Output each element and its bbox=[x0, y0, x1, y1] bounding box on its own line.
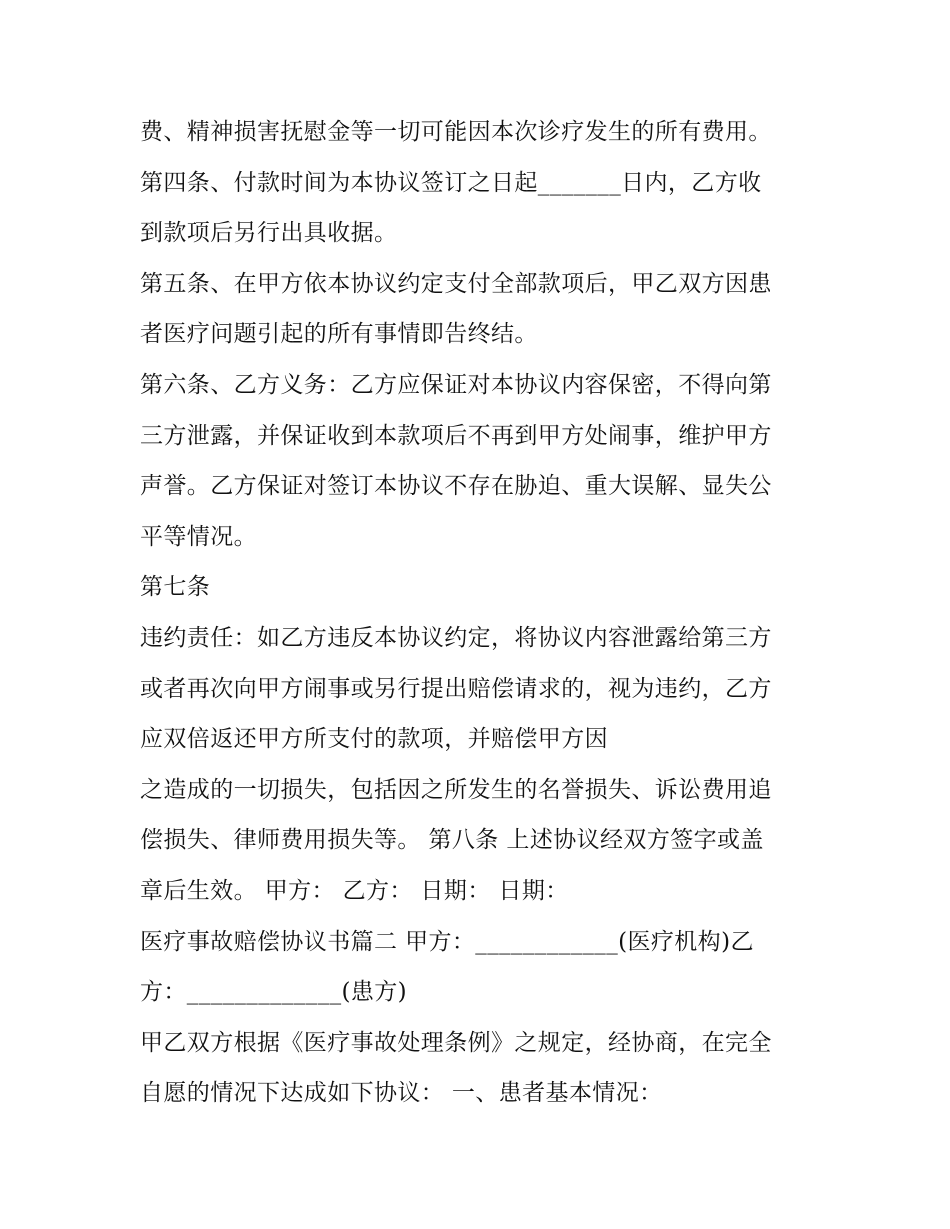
text-line: 方：_____________(患方) bbox=[140, 979, 408, 1006]
section-heading: 医疗事故赔偿协议书篇二 甲方：____________(医疗机构)乙 bbox=[140, 928, 754, 955]
text-line: 第六条、乙方义务：乙方应保证对本协议内容保密，不得向第 bbox=[140, 371, 772, 398]
text-line: 者医疗问题引起的所有事情即告终结。 bbox=[140, 321, 538, 348]
agreement-text bbox=[140, 107, 820, 1119]
text-line: 偿损失、律师费用损失等。 第八条 上述协议经双方签字或盖 bbox=[140, 827, 764, 854]
text-line: 甲乙双方根据《医疗事故处理条例》之规定，经协商，在完全 bbox=[140, 1029, 772, 1056]
text-line: 第四条、付款时间为本协议签订之日起_______日内，乙方收 bbox=[140, 169, 762, 196]
text-line: 费、精神损害抚慰金等一切可能因本次诊疗发生的所有费用。 bbox=[140, 119, 772, 145]
text-line: 声誉。乙方保证对签订本协议不存在胁迫、重大误解、显失公 bbox=[140, 473, 772, 500]
text-line: 三方泄露，并保证收到本款项后不再到甲方处闹事，维护甲方 bbox=[140, 422, 772, 449]
text-line: 应双倍返还甲方所支付的款项，并赔偿甲方因 bbox=[140, 726, 608, 753]
text-line: 第五条、在甲方依本协议约定支付全部款项后，甲乙双方因患 bbox=[140, 270, 772, 297]
text-line: 之造成的一切损失，包括因之所发生的名誉损失、诉讼费用追 bbox=[140, 776, 772, 803]
text-line: 到款项后另行出具收据。 bbox=[140, 220, 398, 247]
text-line: 自愿的情况下达成如下协议： 一、患者基本情况： bbox=[140, 1080, 663, 1107]
text-line: 违约责任：如乙方违反本协议约定，将协议内容泄露给第三方 bbox=[140, 624, 772, 651]
signature-line: 章后生效。 甲方： 乙方： 日期： 日期： bbox=[140, 877, 569, 904]
text-line: 或者再次向甲方闹事或另行提出赔偿请求的，视为违约，乙方 bbox=[140, 675, 772, 702]
article-heading: 第七条 bbox=[140, 574, 211, 601]
text-line: 平等情况。 bbox=[140, 523, 257, 550]
